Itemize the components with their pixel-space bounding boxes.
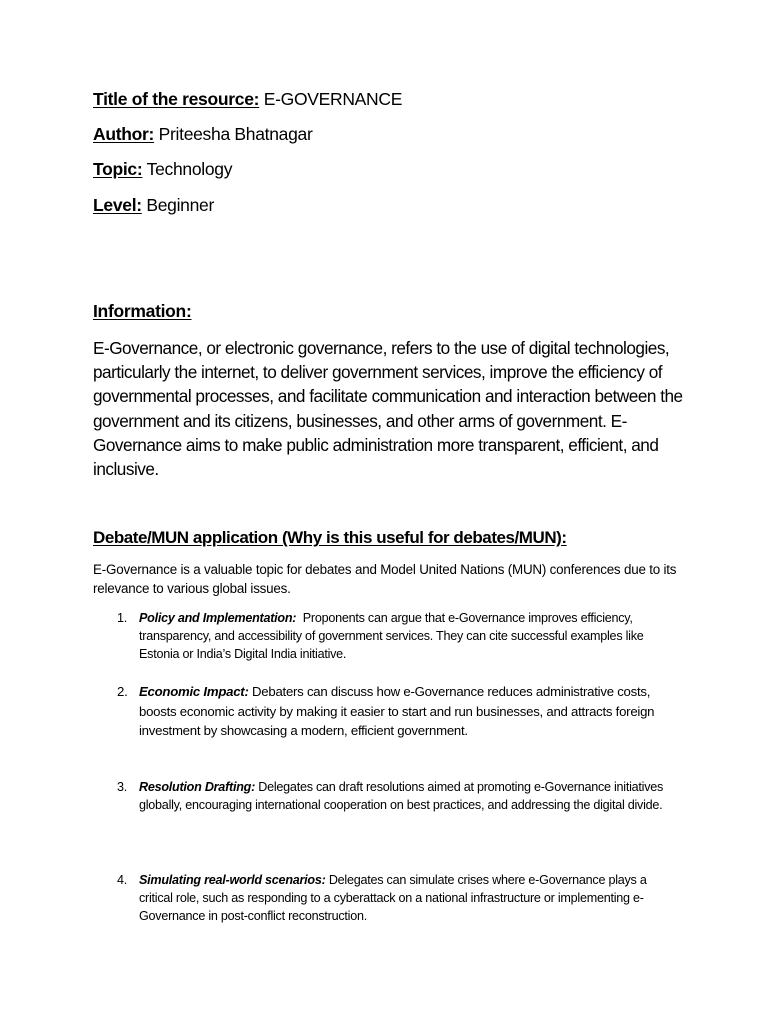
- information-heading: Information:: [93, 301, 192, 321]
- title-label: Title of the resource:: [93, 89, 260, 109]
- list-item-body: [139, 682, 669, 741]
- topic-value: Technology: [146, 159, 233, 179]
- debate-intro: E-Governance is a valuable topic for debates and Model United Nations (MUN) conferences due to its relevance to various global issues.: [93, 562, 677, 596]
- list-item-lead: Policy and Implementation:: [139, 611, 297, 625]
- information-paragraph: E-Governance, or electronic governance, refers to the use of digital technologies, particularly the internet, to deliver government services, improve the efficiency of governmental processes, and facilitate communication and interaction between the government and its citizens, businesses, and other arms of government. E-Governance aims to make public administration more transparent, efficient, and inclusive.: [93, 338, 683, 480]
- list-item-lead: Economic Impact:: [139, 684, 249, 699]
- list-item-number: 3.: [117, 780, 128, 794]
- list-item: [93, 609, 683, 663]
- list-item-body: [139, 778, 669, 814]
- list-item-text: Delegates can draft resolutions aimed at promoting e-Governance initiatives globally, encouraging international cooperation on best practices, and addressing the digital divide.: [139, 780, 664, 812]
- list-item-text: Proponents can argue that e-Governance improves efficiency, transparency, and accessibility of government services. They can cite successful examples like Estonia or India’s Digital India initiative.: [139, 611, 644, 661]
- debate-heading: Debate/MUN application (Why is this useful for debates/MUN):: [93, 528, 567, 547]
- list-item-number: 1.: [117, 611, 128, 625]
- author-label: Author:: [93, 124, 155, 144]
- title-value: E-GOVERNANCE: [263, 89, 403, 109]
- list-item: [93, 871, 683, 925]
- list-item: [93, 778, 683, 814]
- level-line: [93, 197, 214, 215]
- level-label: Level:: [93, 195, 142, 215]
- list-item-body: [139, 609, 669, 663]
- list-item-text: Delegates can simulate crises where e-Governance plays a critical role, such as responding to a cyberattack on a national infrastructure or implementing e-Governance in post-conflict reconstruction.: [139, 873, 647, 923]
- list-item-text: Debaters can discuss how e-Governance reduces administrative costs, boosts economic activity by making it easier to start and run businesses, and attracts foreign investment by showcasing a modern, efficient government.: [139, 684, 655, 738]
- author-value: Priteesha Bhatnagar: [158, 124, 313, 144]
- list-item-number: 4.: [117, 873, 128, 887]
- list-item: [93, 682, 683, 741]
- list-item-number: 2.: [117, 684, 128, 699]
- topic-line: [93, 161, 232, 179]
- title-line: [93, 91, 402, 109]
- list-item-lead: Resolution Drafting:: [139, 780, 256, 794]
- list-item-body: [139, 871, 669, 925]
- list-item-lead: Simulating real-world scenarios:: [139, 873, 326, 887]
- author-line: [93, 126, 313, 144]
- level-value: Beginner: [146, 195, 214, 215]
- topic-label: Topic:: [93, 159, 143, 179]
